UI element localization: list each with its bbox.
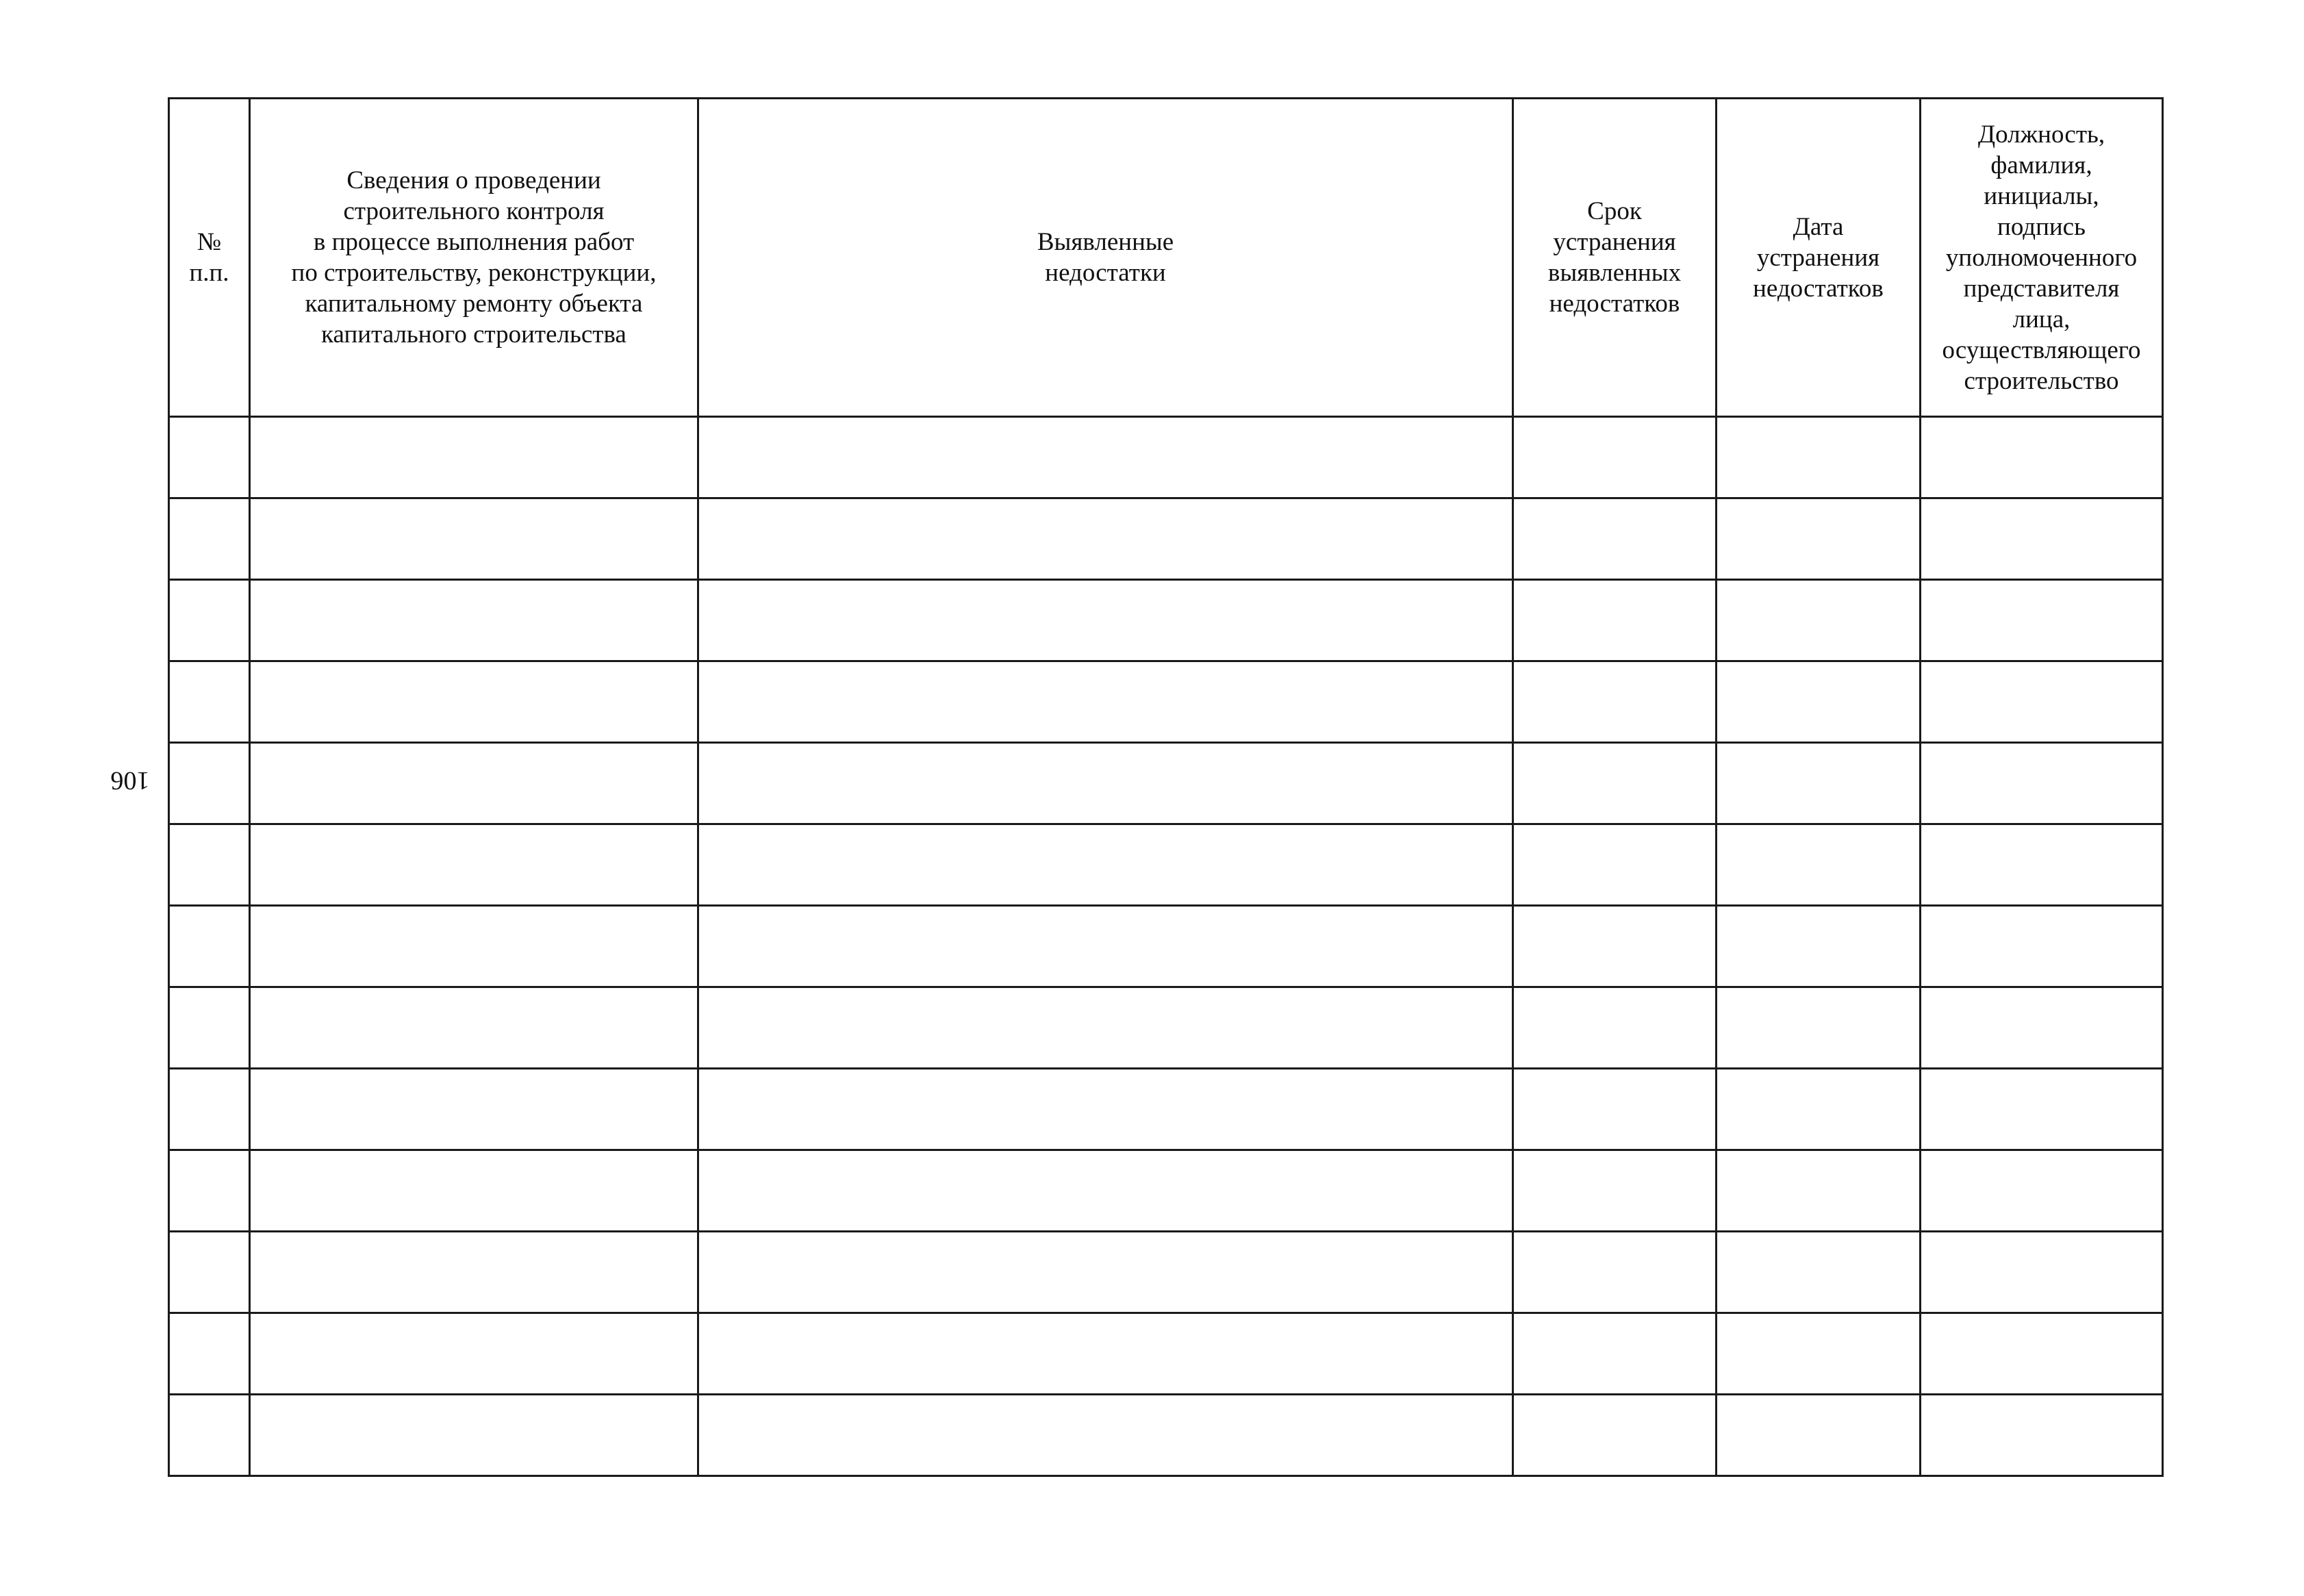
- cell-control-info: [250, 1069, 698, 1150]
- table-row: [169, 1395, 2163, 1476]
- cell-row-number: [169, 1395, 250, 1476]
- cell-fix-deadline: [1513, 824, 1717, 906]
- cell-defects: [698, 1232, 1513, 1313]
- header-fix-date: Дата устранения недостатков: [1717, 99, 1921, 417]
- header-row-number: № п.п.: [169, 99, 250, 417]
- header-defects: Выявленные недостатки: [698, 99, 1513, 417]
- cell-fix-date: [1717, 498, 1921, 580]
- cell-representative-signature: [1921, 743, 2163, 824]
- cell-control-info: [250, 1395, 698, 1476]
- cell-representative-signature: [1921, 1150, 2163, 1232]
- cell-fix-deadline: [1513, 1313, 1717, 1395]
- cell-fix-date: [1717, 1150, 1921, 1232]
- cell-row-number: [169, 1232, 250, 1313]
- table-row: [169, 906, 2163, 987]
- cell-fix-date: [1717, 1313, 1921, 1395]
- cell-control-info: [250, 580, 698, 661]
- cell-fix-deadline: [1513, 743, 1717, 824]
- header-fix-deadline: Срок устранения выявленных недостатков: [1513, 99, 1717, 417]
- cell-defects: [698, 498, 1513, 580]
- cell-defects: [698, 1150, 1513, 1232]
- table-row: [169, 1232, 2163, 1313]
- table-row: [169, 743, 2163, 824]
- table-row: [169, 498, 2163, 580]
- cell-representative-signature: [1921, 1069, 2163, 1150]
- cell-row-number: [169, 1069, 250, 1150]
- cell-representative-signature: [1921, 824, 2163, 906]
- cell-row-number: [169, 824, 250, 906]
- cell-fix-deadline: [1513, 1395, 1717, 1476]
- cell-fix-date: [1717, 661, 1921, 743]
- cell-fix-deadline: [1513, 906, 1717, 987]
- cell-defects: [698, 417, 1513, 498]
- cell-defects: [698, 661, 1513, 743]
- cell-fix-deadline: [1513, 661, 1717, 743]
- cell-representative-signature: [1921, 906, 2163, 987]
- table-row: [169, 1150, 2163, 1232]
- table-body: [169, 417, 2163, 1476]
- cell-fix-deadline: [1513, 1069, 1717, 1150]
- cell-control-info: [250, 1313, 698, 1395]
- cell-control-info: [250, 498, 698, 580]
- table-row: [169, 580, 2163, 661]
- cell-fix-date: [1717, 906, 1921, 987]
- cell-fix-deadline: [1513, 417, 1717, 498]
- cell-fix-deadline: [1513, 1232, 1717, 1313]
- cell-representative-signature: [1921, 1232, 2163, 1313]
- cell-defects: [698, 906, 1513, 987]
- cell-representative-signature: [1921, 417, 2163, 498]
- cell-control-info: [250, 987, 698, 1069]
- cell-row-number: [169, 498, 250, 580]
- table-row: [169, 417, 2163, 498]
- cell-fix-date: [1717, 1395, 1921, 1476]
- cell-representative-signature: [1921, 1313, 2163, 1395]
- header-control-info: Сведения о проведении строительного контроля в процессе выполнения работ по строительству, реконструкции, капитальному ремонту объекта капитального строительства: [250, 99, 698, 417]
- cell-defects: [698, 580, 1513, 661]
- cell-representative-signature: [1921, 1395, 2163, 1476]
- cell-control-info: [250, 661, 698, 743]
- cell-fix-date: [1717, 417, 1921, 498]
- table-row: [169, 1313, 2163, 1395]
- cell-control-info: [250, 417, 698, 498]
- cell-fix-deadline: [1513, 987, 1717, 1069]
- cell-control-info: [250, 743, 698, 824]
- cell-row-number: [169, 661, 250, 743]
- cell-row-number: [169, 1313, 250, 1395]
- cell-row-number: [169, 906, 250, 987]
- cell-row-number: [169, 987, 250, 1069]
- cell-row-number: [169, 580, 250, 661]
- cell-representative-signature: [1921, 580, 2163, 661]
- cell-representative-signature: [1921, 498, 2163, 580]
- cell-defects: [698, 987, 1513, 1069]
- cell-defects: [698, 1395, 1513, 1476]
- cell-representative-signature: [1921, 987, 2163, 1069]
- table-row: [169, 1069, 2163, 1150]
- table-row: [169, 824, 2163, 906]
- cell-control-info: [250, 824, 698, 906]
- cell-row-number: [169, 743, 250, 824]
- cell-fix-deadline: [1513, 498, 1717, 580]
- cell-fix-date: [1717, 1232, 1921, 1313]
- cell-control-info: [250, 1232, 698, 1313]
- cell-fix-date: [1717, 1069, 1921, 1150]
- table-row: [169, 987, 2163, 1069]
- cell-fix-deadline: [1513, 580, 1717, 661]
- cell-fix-date: [1717, 743, 1921, 824]
- cell-fix-date: [1717, 580, 1921, 661]
- cell-fix-date: [1717, 824, 1921, 906]
- cell-row-number: [169, 1150, 250, 1232]
- cell-row-number: [169, 417, 250, 498]
- cell-representative-signature: [1921, 661, 2163, 743]
- page-number: 106: [110, 766, 150, 795]
- cell-fix-deadline: [1513, 1150, 1717, 1232]
- cell-defects: [698, 1069, 1513, 1150]
- table-header-row: [169, 99, 2163, 417]
- table-row: [169, 661, 2163, 743]
- cell-defects: [698, 743, 1513, 824]
- cell-defects: [698, 1313, 1513, 1395]
- header-representative-signature: Должность, фамилия, инициалы, подпись уполномоченного представителя лица, осуществляющего строительство: [1921, 99, 2163, 417]
- cell-defects: [698, 824, 1513, 906]
- cell-control-info: [250, 1150, 698, 1232]
- cell-fix-date: [1717, 987, 1921, 1069]
- cell-control-info: [250, 906, 698, 987]
- construction-control-journal-table: [168, 97, 2164, 1477]
